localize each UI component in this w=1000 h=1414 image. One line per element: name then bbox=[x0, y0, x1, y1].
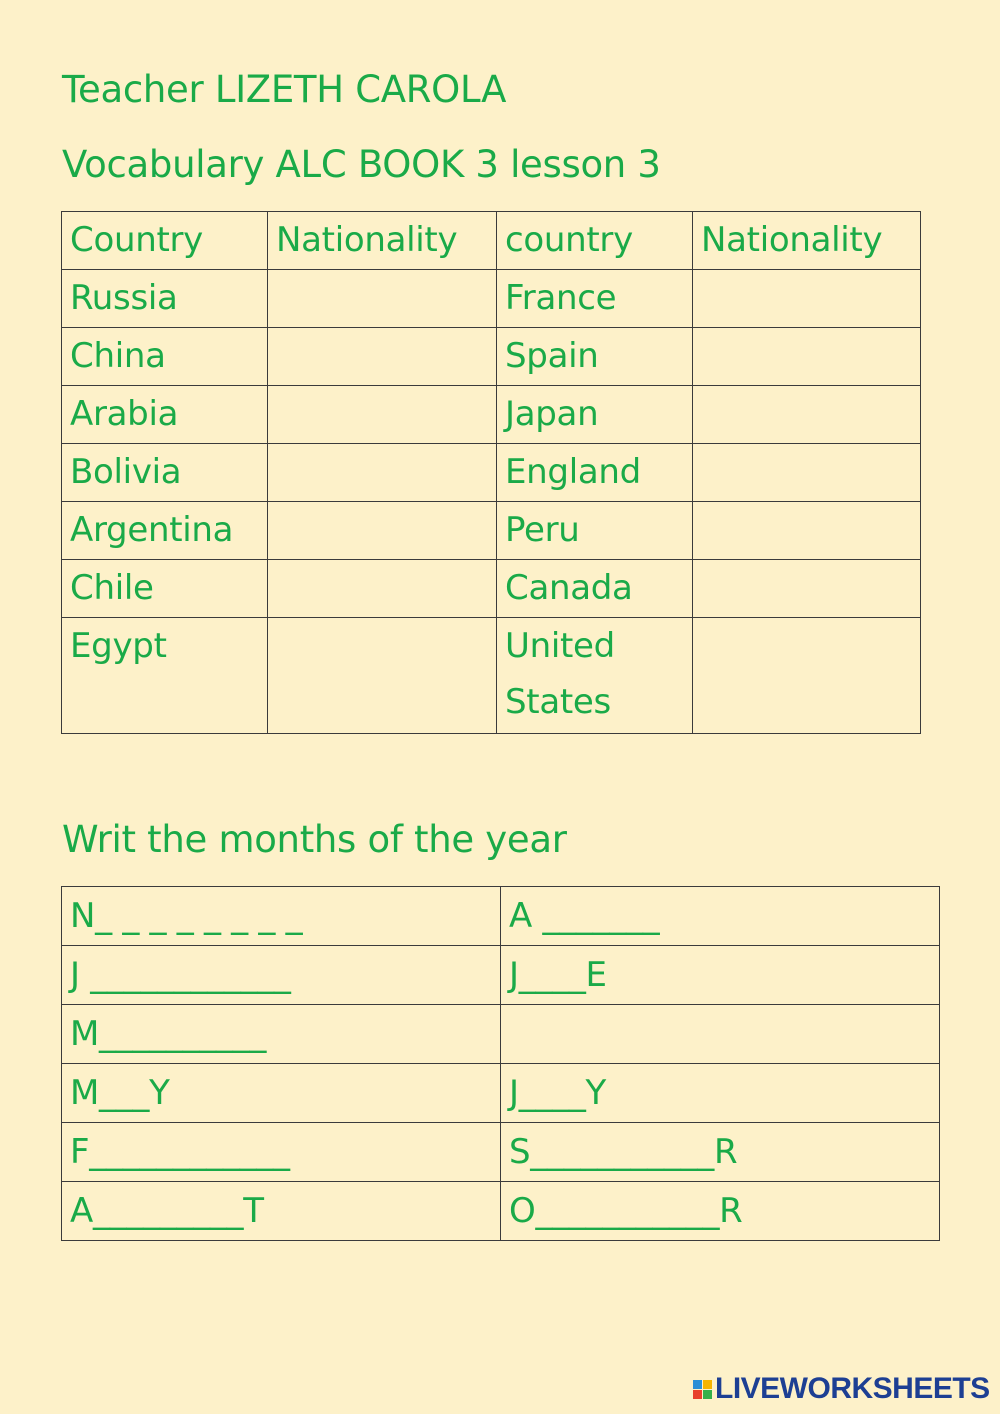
nationality-answer-field[interactable] bbox=[693, 502, 921, 560]
nationality-answer-field[interactable] bbox=[693, 560, 921, 618]
table-row bbox=[62, 1123, 940, 1182]
column-header-country: country bbox=[497, 212, 693, 270]
nationality-answer-field[interactable] bbox=[693, 618, 921, 734]
months-table bbox=[61, 886, 940, 1241]
logo-text: LIVEWORKSHEETS bbox=[715, 1372, 990, 1405]
month-blank-field[interactable]: A_________T bbox=[62, 1182, 501, 1241]
nationality-answer-field[interactable] bbox=[268, 444, 497, 502]
country-cell: Egypt bbox=[62, 618, 268, 734]
month-blank-field[interactable]: J____Y bbox=[501, 1064, 940, 1123]
month-blank-field[interactable]: M__________ bbox=[62, 1005, 501, 1064]
country-cell: Peru bbox=[497, 502, 693, 560]
country-cell: France bbox=[497, 270, 693, 328]
column-header-nationality: Nationality bbox=[693, 212, 921, 270]
month-blank-field[interactable] bbox=[501, 1005, 940, 1064]
country-cell: Arabia bbox=[62, 386, 268, 444]
month-blank-field[interactable]: J ____________ bbox=[62, 946, 501, 1005]
column-header-nationality: Nationality bbox=[268, 212, 497, 270]
country-cell: United States bbox=[497, 618, 693, 734]
nationality-answer-field[interactable] bbox=[268, 502, 497, 560]
country-cell: Chile bbox=[62, 560, 268, 618]
country-cell: Spain bbox=[497, 328, 693, 386]
month-blank-field[interactable]: A _______ bbox=[501, 887, 940, 946]
month-blank-field[interactable]: M___Y bbox=[62, 1064, 501, 1123]
country-cell: Argentina bbox=[62, 502, 268, 560]
table-header-row bbox=[62, 212, 921, 270]
nationality-answer-field[interactable] bbox=[268, 386, 497, 444]
nationality-answer-field[interactable] bbox=[693, 444, 921, 502]
nationality-answer-field[interactable] bbox=[693, 386, 921, 444]
table-row bbox=[62, 1182, 940, 1241]
table-row bbox=[62, 1005, 940, 1064]
month-blank-field[interactable]: N_ _ _ _ _ _ _ _ bbox=[62, 887, 501, 946]
table-row bbox=[62, 502, 921, 560]
table-row bbox=[62, 1064, 940, 1123]
liveworksheets-logo bbox=[693, 1374, 990, 1404]
nationality-answer-field[interactable] bbox=[268, 270, 497, 328]
table-row bbox=[62, 328, 921, 386]
table-row bbox=[62, 270, 921, 328]
nationality-answer-field[interactable] bbox=[268, 618, 497, 734]
month-blank-field[interactable]: J____E bbox=[501, 946, 940, 1005]
month-blank-field[interactable]: F____________ bbox=[62, 1123, 501, 1182]
nationality-answer-field[interactable] bbox=[268, 560, 497, 618]
table-row bbox=[62, 560, 921, 618]
logo-mark-icon bbox=[693, 1380, 712, 1399]
country-cell: Japan bbox=[497, 386, 693, 444]
nationality-answer-field[interactable] bbox=[693, 328, 921, 386]
country-cell: Bolivia bbox=[62, 444, 268, 502]
table-row bbox=[62, 618, 921, 734]
worksheet-subtitle: Vocabulary ALC BOOK 3 lesson 3 bbox=[62, 143, 661, 186]
worksheet-title: Teacher LIZETH CAROLA bbox=[62, 68, 507, 111]
nationality-table bbox=[61, 211, 921, 734]
month-blank-field[interactable]: S___________R bbox=[501, 1123, 940, 1182]
month-blank-field[interactable]: O___________R bbox=[501, 1182, 940, 1241]
months-heading: Writ the months of the year bbox=[62, 818, 567, 861]
nationality-answer-field[interactable] bbox=[268, 328, 497, 386]
country-cell: Russia bbox=[62, 270, 268, 328]
table-row bbox=[62, 946, 940, 1005]
country-cell: China bbox=[62, 328, 268, 386]
country-cell: Canada bbox=[497, 560, 693, 618]
table-row bbox=[62, 386, 921, 444]
table-row bbox=[62, 444, 921, 502]
column-header-country: Country bbox=[62, 212, 268, 270]
country-cell: England bbox=[497, 444, 693, 502]
nationality-answer-field[interactable] bbox=[693, 270, 921, 328]
table-row bbox=[62, 887, 940, 946]
